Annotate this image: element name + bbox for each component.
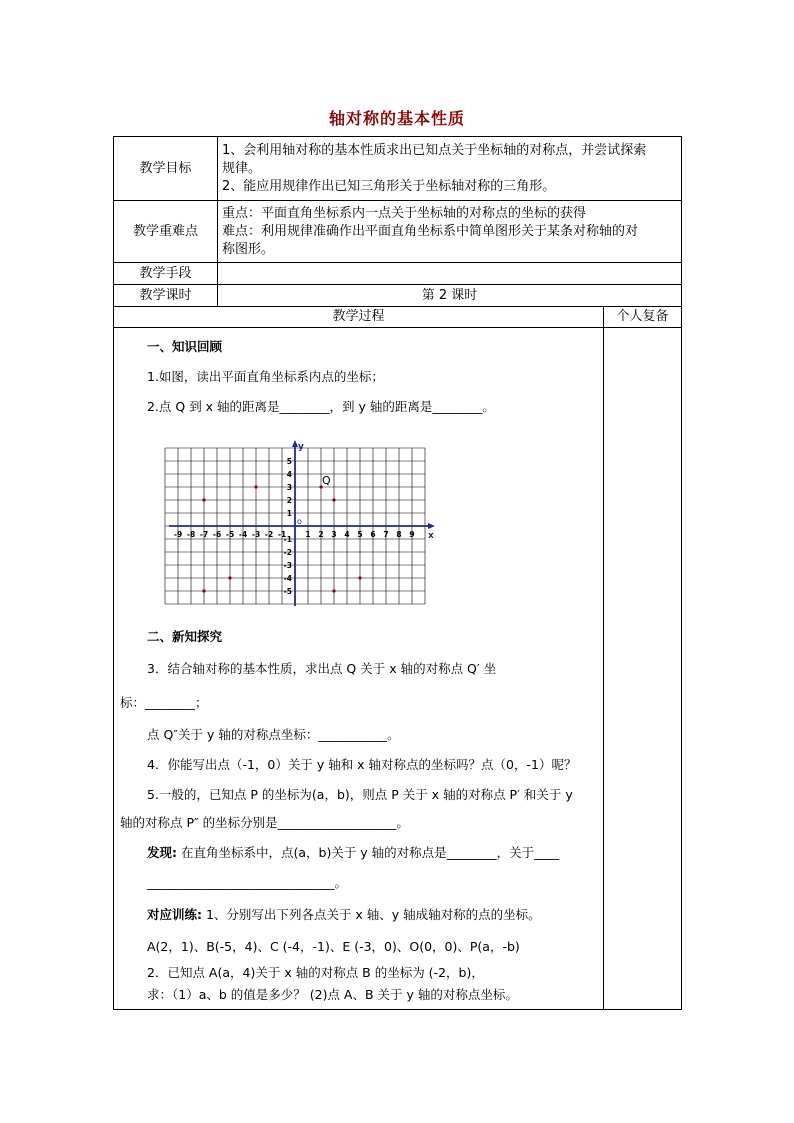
x-tick-label: 7 [383, 530, 389, 539]
means-value [218, 263, 682, 285]
point-p3 [332, 498, 335, 501]
practice-2b: 求：（1）a、b 的值是多少？ (2)点 A、B 关于 y 轴的对称点坐标。 [147, 987, 518, 1002]
key-2b: 称图形。 [222, 241, 275, 257]
point-p5 [228, 576, 231, 579]
key-2: 难点：利用规律准确作出平面直角坐标系中简单图形关于某条对称轴的对 [222, 223, 639, 239]
goal-label: 教学目标 [114, 137, 218, 201]
x-tick-label: -1 [277, 530, 287, 539]
lesson-plan-table [113, 136, 682, 1010]
question-5b: 轴的对称点 P″ 的坐标分别是___________________。 [120, 815, 409, 830]
origin-label: o [297, 517, 302, 526]
point-q-label: Q [322, 474, 331, 487]
x-tick-label: 4 [344, 530, 350, 539]
point-p1 [202, 498, 205, 501]
x-tick-label: -7 [199, 530, 209, 539]
x-tick-label: -6 [212, 530, 222, 539]
x-tick-label: -2 [264, 530, 274, 539]
point-p6 [332, 589, 335, 592]
y-tick-label: -1 [283, 535, 292, 544]
y-tick-label: -5 [283, 587, 292, 596]
question-4: 4．你能写出点（-1，0）关于 y 轴和 x 轴对称点的坐标吗？点（0，-1）呢？ [147, 757, 577, 772]
x-tick-label: -5 [225, 530, 235, 539]
x-tick-label: 1 [305, 530, 311, 539]
goal-1: 1、会利用轴对称的基本性质求出已知点关于坐标轴的对称点，并尝试探索 [222, 142, 647, 158]
y-tick-label: -2 [283, 548, 292, 557]
key-content [218, 201, 682, 263]
x-axis-label: x [428, 531, 434, 541]
y-tick-label: 5 [286, 457, 292, 466]
process-body-row [114, 328, 682, 1010]
goal-content [218, 137, 682, 201]
x-tick-label: -3 [251, 530, 261, 539]
goal-1b: 规律。 [222, 160, 262, 176]
goal-2: 2、能应用规律作出已知三角形关于坐标轴对称的三角形。 [222, 178, 556, 194]
means-row [114, 263, 682, 285]
practice-text: 1、分别写出下列各点关于 x 轴、y 轴成轴对称的点的坐标。 [205, 907, 541, 922]
x-tick-label: 3 [331, 530, 337, 539]
point-p4 [202, 589, 205, 592]
question-3c: 点 Q″关于 y 轴的对称点坐标：___________。 [147, 727, 400, 742]
question-5a: 5.一般的，已知点 P 的坐标为(a，b)，则点 P 关于 x 轴的对称点 P′ 和关于 y [147, 787, 573, 802]
process-label: 教学过程 [114, 307, 604, 328]
coordinate-graph [158, 440, 438, 612]
question-1: 1.如图，读出平面直角坐标系内点的坐标； [147, 369, 384, 384]
y-tick-label: -4 [283, 574, 292, 583]
key-label: 教学重难点 [114, 201, 218, 263]
points-list: A(2，1)、B(-5，4)、C (-4，-1)、E (-3，0)、O(0，0)、P(a，-b) [147, 939, 520, 954]
section-1-title: 一、知识回顾 [147, 339, 223, 354]
practice-label: 对应训练: [147, 907, 202, 922]
page-title: 轴对称的基本性质 [328, 109, 465, 128]
finding-b: ______________________________。 [147, 875, 348, 890]
x-tick-label: 2 [318, 530, 324, 539]
goal-row [114, 137, 682, 201]
finding-label: 发现: [147, 845, 177, 860]
x-axis-arrow [428, 523, 435, 529]
practice-1 [147, 906, 541, 924]
y-tick-label: 1 [286, 509, 292, 518]
y-axis-label: y [298, 442, 304, 452]
x-tick-label: -9 [173, 530, 183, 539]
x-tick-label: 8 [396, 530, 402, 539]
key-row [114, 201, 682, 263]
y-tick-label: 2 [286, 496, 292, 505]
x-tick-label: 6 [370, 530, 376, 539]
x-tick-label: -8 [186, 530, 196, 539]
x-tick-label: -4 [238, 530, 248, 539]
question-2: 2.点 Q 到 x 轴的距离是________，到 y 轴的距离是________。 [147, 399, 495, 414]
y-tick-label: -3 [283, 561, 292, 570]
hours-label: 教学课时 [114, 285, 218, 307]
hours-value: 第 2 课时 [218, 285, 682, 307]
review-label: 个人复备 [604, 307, 682, 328]
process-header-row [114, 307, 682, 328]
finding-a [147, 844, 559, 862]
review-body [604, 328, 682, 1010]
means-label: 教学手段 [114, 263, 218, 285]
practice-2a: 2．已知点 A(a，4)关于 x 轴的对称点 B 的坐标为 (-2，b)， [147, 965, 484, 980]
point-p2 [254, 485, 257, 488]
hours-row [114, 285, 682, 307]
y-tick-label: 4 [286, 470, 292, 479]
process-body [114, 328, 604, 1010]
x-tick-label: 9 [409, 530, 415, 539]
section-2-title: 二、新知探究 [147, 629, 223, 644]
finding-text: 在直角坐标系中，点(a，b)关于 y 轴的对称点是________，关于____ [180, 845, 560, 860]
x-tick-label: 5 [357, 530, 363, 539]
point-p7 [358, 576, 361, 579]
question-3a: 3．结合轴对称的基本性质，求出点 Q 关于 x 轴的对称点 Q′ 坐 [147, 661, 497, 676]
key-1: 重点：平面直角坐标系内一点关于坐标轴的对称点的坐标的获得 [222, 205, 587, 221]
question-3b: 标：________； [120, 695, 208, 710]
y-tick-label: 3 [286, 483, 292, 492]
